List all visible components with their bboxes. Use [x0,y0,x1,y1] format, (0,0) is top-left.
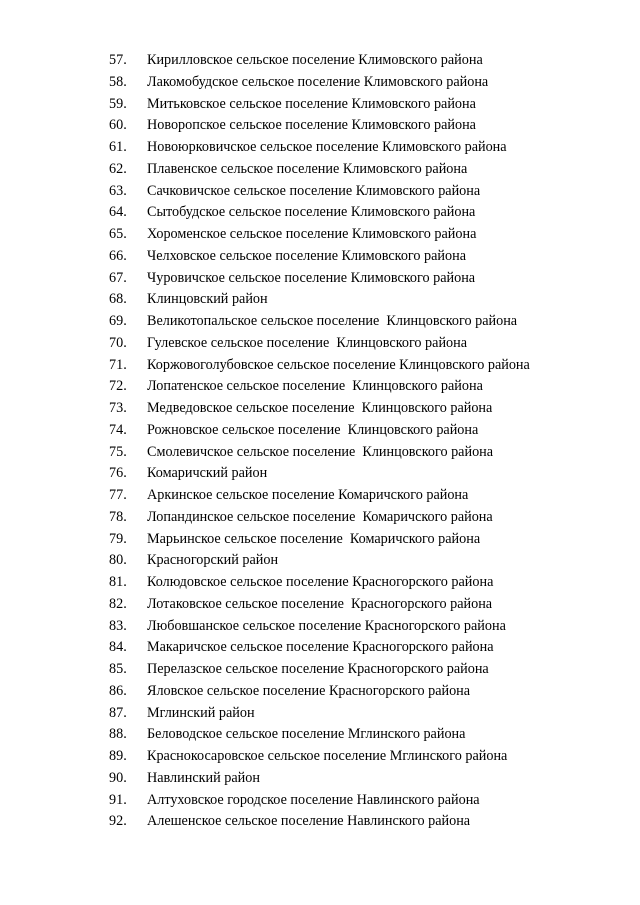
item-number: 57. [109,52,127,68]
item-text: Алешенское сельское поселение Навлинского района [147,813,471,830]
item-number: 75. [109,443,127,460]
item-text: Великотопальское сельское поселение Клинцовского района [147,313,518,329]
item-text: Смолевичское сельское поселение Клинцовского района [147,443,494,460]
item-text: Медведовское сельское поселение Клинцовского района [147,400,493,416]
item-text: Хороменское сельское поселение Климовского района [147,226,477,242]
list-item [0,768,640,790]
item-text: Лакомобудское сельское поселение Климовского района [147,73,489,90]
item-number: 68. [109,291,127,308]
list-item [0,202,640,224]
item-text: Плавенское сельское поселение Климовского района [147,160,468,177]
item-text: Коржовоголубовское сельское поселение Клинцовского района [147,356,530,373]
item-number: 90. [109,769,127,786]
list-item [0,137,640,159]
numbered-list [0,50,640,833]
item-number: 64. [109,204,127,221]
list-item [0,724,640,746]
list-item [0,224,640,246]
list-item [0,50,640,72]
item-number: 80. [109,552,127,569]
list-item [0,594,640,616]
list-item [0,811,640,833]
item-text: Гулевское сельское поселение Клинцовского района [147,334,468,351]
item-number: 60. [109,117,127,134]
list-item [0,181,640,203]
list-item [0,159,640,181]
item-text: Сытобудское сельское поселение Климовского района [147,204,476,221]
item-text: Чуровичское сельское поселение Климовского района [147,269,476,286]
item-number: 85. [109,661,127,677]
item-number: 73. [109,400,127,416]
item-number: 72. [109,378,127,395]
item-number: 66. [109,247,127,264]
list-item [0,616,640,638]
item-text: Лотаковское сельское поселение Красногорского района [147,595,493,612]
list-item [0,72,640,94]
item-number: 67. [109,269,127,286]
list-item [0,442,640,464]
list-item [0,115,640,137]
item-number: 81. [109,574,127,590]
item-number: 83. [109,617,127,634]
list-item [0,94,640,116]
list-item [0,790,640,812]
list-item [0,268,640,290]
list-item [0,311,640,333]
list-item [0,463,640,485]
item-number: 74. [109,421,127,438]
item-number: 69. [109,313,127,329]
list-item [0,376,640,398]
item-number: 88. [109,726,127,743]
item-text: Любовшанское сельское поселение Красногорского района [147,617,506,634]
list-item [0,507,640,529]
item-number: 87. [109,704,127,721]
list-item [0,550,640,572]
item-text: Кирилловское сельское поселение Климовского района [147,52,483,68]
list-item [0,637,640,659]
list-item [0,485,640,507]
item-text: Беловодское сельское поселение Мглинского района [147,726,466,743]
item-number: 92. [109,813,127,830]
item-text: Клинцовский район [147,291,268,308]
list-item [0,703,640,725]
item-text: Краснокосаровское сельское поселение Мглинского района [147,748,508,764]
item-text: Яловское сельское поселение Красногорского района [147,682,471,699]
item-text: Рожновское сельское поселение Клинцовского района [147,421,479,438]
item-text: Аркинское сельское поселение Комаричского района [147,487,469,503]
item-number: 59. [109,95,127,112]
item-number: 82. [109,595,127,612]
list-item [0,246,640,268]
item-text: Митьковское сельское поселение Климовского района [147,95,476,112]
item-text: Алтуховское городское поселение Навлинского района [147,791,480,808]
item-text: Сачковичское сельское поселение Климовского района [147,182,481,199]
list-item [0,529,640,551]
item-number: 63. [109,182,127,199]
item-number: 89. [109,748,127,764]
item-number: 76. [109,465,127,482]
list-item [0,289,640,311]
list-item [0,659,640,681]
list-item [0,398,640,420]
item-number: 79. [109,530,127,547]
item-number: 62. [109,160,127,177]
item-number: 86. [109,682,127,699]
item-number: 71. [109,356,127,373]
list-item [0,681,640,703]
list-item [0,746,640,768]
list-item [0,420,640,442]
item-text: Марьинское сельское поселение Комаричского района [147,530,481,547]
list-item [0,572,640,594]
item-text: Навлинский район [147,769,260,786]
list-item [0,333,640,355]
item-text: Новоропское сельское поселение Климовского района [147,117,476,134]
item-text: Колюдовское сельское поселение Красногорского района [147,574,494,590]
item-text: Макаричское сельское поселение Красногорского района [147,639,494,656]
item-text: Красногорский район [147,552,279,569]
item-number: 77. [109,487,127,503]
item-text: Перелазское сельское поселение Красногорского района [147,661,489,677]
item-text: Челховское сельское поселение Климовского района [147,247,467,264]
item-text: Лопатенское сельское поселение Клинцовского района [147,378,483,395]
item-number: 70. [109,334,127,351]
item-number: 84. [109,639,127,656]
item-text: Новоюрковичское сельское поселение Климовского района [147,139,507,155]
item-number: 91. [109,791,127,808]
item-number: 78. [109,508,127,525]
item-number: 65. [109,226,127,242]
item-text: Лопандинское сельское поселение Комаричского района [147,508,493,525]
item-text: Мглинский район [147,704,255,721]
item-number: 61. [109,139,127,155]
item-number: 58. [109,73,127,90]
list-item [0,355,640,377]
item-text: Комаричский район [147,465,268,482]
